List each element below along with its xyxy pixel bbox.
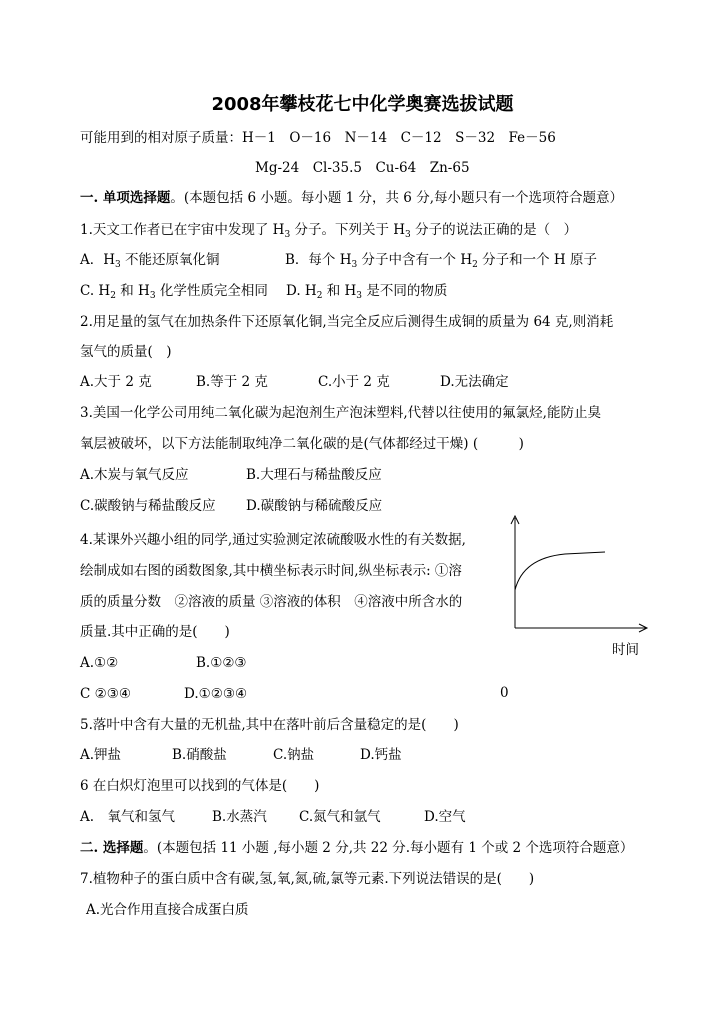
option-text: 分子和一个 H 原子 bbox=[477, 252, 597, 268]
q6-option-c: C.氮气和氩气 bbox=[299, 809, 381, 825]
graph-curve bbox=[515, 552, 605, 590]
q7-option-a: A.光合作用直接合成蛋白质 bbox=[86, 902, 249, 918]
q2-option-d: D.无法确定 bbox=[440, 374, 509, 390]
q6-stem: 6 在白炽灯泡里可以找到的气体是( ) bbox=[80, 778, 320, 794]
option-text: 分子中含有一个 H bbox=[357, 252, 473, 268]
option-text: A．H bbox=[80, 252, 116, 268]
q6-option-d: D.空气 bbox=[424, 809, 466, 825]
q7-stem: 7.植物种子的蛋白质中含有碳,氢,氧,氮,硫,氯等元素.下列说法错误的是( ) bbox=[80, 871, 535, 887]
q6-option-b: B.水蒸汽 bbox=[212, 809, 267, 825]
option-text: D. H bbox=[286, 283, 317, 299]
q2-option-b: B.等于 2 克 bbox=[196, 374, 268, 390]
option-text: 和 H bbox=[322, 283, 357, 299]
q3-option-b: B.大理石与稀盐酸反应 bbox=[246, 467, 382, 483]
page-title: 2008年攀枝花七中化学奥赛选拔试题 bbox=[211, 94, 514, 115]
q5-option-b: B.硝酸盐 bbox=[172, 747, 227, 763]
q1-stem bbox=[80, 220, 577, 245]
atomic-masses-line2: Mg-24 Cl-35.5 Cu-64 Zn-65 bbox=[255, 160, 470, 176]
subscript: 3 bbox=[149, 291, 156, 301]
q5-option-a: A.钾盐 bbox=[80, 747, 122, 763]
q4-stem-line1: 4.某课外兴趣小组的同学,通过实验测定浓硫酸吸水性的有关数据, bbox=[80, 532, 466, 548]
option-text: B．每个 H bbox=[285, 252, 352, 268]
option-text: 是不同的物质 bbox=[362, 283, 448, 299]
subscript: 3 bbox=[405, 230, 411, 240]
q4-option-b: B.①②③ bbox=[196, 655, 247, 671]
section2-heading: 二. 选择题 bbox=[80, 840, 144, 856]
q4-option-d: D.①②③④ bbox=[184, 686, 248, 702]
q1-option-c bbox=[80, 281, 268, 306]
q4-stem-line4: 质量.其中正确的是( ) bbox=[80, 624, 230, 640]
q4-stem-line3: 质的质量分数 ②溶液的质量 ③溶液的体积 ④溶液中所含水的 bbox=[80, 594, 463, 610]
subscript: 3 bbox=[351, 260, 358, 270]
subscript: 2 bbox=[110, 291, 116, 301]
section2-note: 。(本题包括 11 小题 ,每小题 2 分,共 22 分.每小题有 1 个或 2 个选项符合题意） bbox=[143, 840, 634, 856]
q2-option-c: C.小于 2 克 bbox=[318, 374, 390, 390]
q4-function-graph bbox=[505, 508, 655, 633]
q2-option-a: A.大于 2 克 bbox=[80, 374, 152, 390]
q1-stem-part: 分子的说法正确的是（ ） bbox=[410, 222, 578, 238]
q3-stem-line1: 3.美国一化学公司用纯二氧化碳为起泡剂生产泡沫塑料,代替以往使用的氟氯烃,能防止臭 bbox=[80, 405, 601, 421]
section2-header bbox=[80, 838, 633, 858]
q3-stem-line2: 氧层被破坏，以下方法能制取纯净二氧化碳的是(气体都经过干燥) ( ) bbox=[80, 436, 524, 452]
subscript: 2 bbox=[472, 260, 478, 270]
option-text: 和 H bbox=[115, 283, 150, 299]
q3-option-c: C.碳酸钠与稀盐酸反应 bbox=[80, 498, 216, 514]
option-text: 不能还原氧化铜 bbox=[120, 252, 220, 268]
subscript: 2 bbox=[316, 291, 323, 301]
q1-option-d bbox=[286, 281, 447, 306]
origin-label: 0 bbox=[500, 685, 509, 701]
q1-option-b bbox=[285, 250, 597, 275]
subscript: 3 bbox=[356, 291, 363, 301]
subscript: 3 bbox=[115, 260, 121, 270]
q4-option-a: A.①② bbox=[80, 655, 119, 671]
q6-option-a: A. 氧气和氢气 bbox=[80, 809, 176, 825]
q5-stem: 5.落叶中含有大量的无机盐,其中在落叶前后含量稳定的是( ) bbox=[80, 717, 459, 733]
option-text: 化学性质完全相同 bbox=[155, 283, 268, 299]
q3-option-d: D.碳酸钠与稀硫酸反应 bbox=[246, 498, 383, 514]
q5-option-d: D.钙盐 bbox=[360, 747, 402, 763]
q2-stem-line1: 2.用足量的氢气在加热条件下还原氧化铜,当完全反应后测得生成铜的质量为 64 克,则消耗 bbox=[80, 314, 614, 330]
q1-option-a bbox=[80, 250, 220, 275]
section1-header bbox=[80, 188, 623, 208]
q5-option-c: C.钠盐 bbox=[273, 747, 315, 763]
section1-note: 。(本题包括 6 小题。每小题 1 分，共 6 分,每小题只有一个选项符合题意） bbox=[170, 190, 623, 206]
q1-stem-part: 分子。下列关于 H bbox=[290, 222, 406, 238]
q3-option-a: A.木炭与氧气反应 bbox=[80, 467, 189, 483]
option-text: C. H bbox=[80, 283, 111, 299]
x-axis-label: 时间 bbox=[612, 642, 639, 658]
atomic-masses-line1: 可能用到的相对原子质量：H－1 O－16 N－14 C－12 S－32 Fe－56 bbox=[80, 130, 556, 146]
q1-stem-part: 1.天文工作者已在宇宙中发现了 H bbox=[80, 222, 285, 238]
q2-stem-line2: 氢气的质量( ) bbox=[80, 344, 172, 360]
q4-stem-line2: 绘制成如右图的函数图象,其中横坐标表示时间,纵坐标表示: ①溶 bbox=[80, 563, 462, 579]
subscript: 3 bbox=[284, 230, 291, 240]
q4-option-c: C ②③④ bbox=[80, 686, 131, 702]
section1-heading: 一. 单项选择题 bbox=[80, 190, 171, 206]
